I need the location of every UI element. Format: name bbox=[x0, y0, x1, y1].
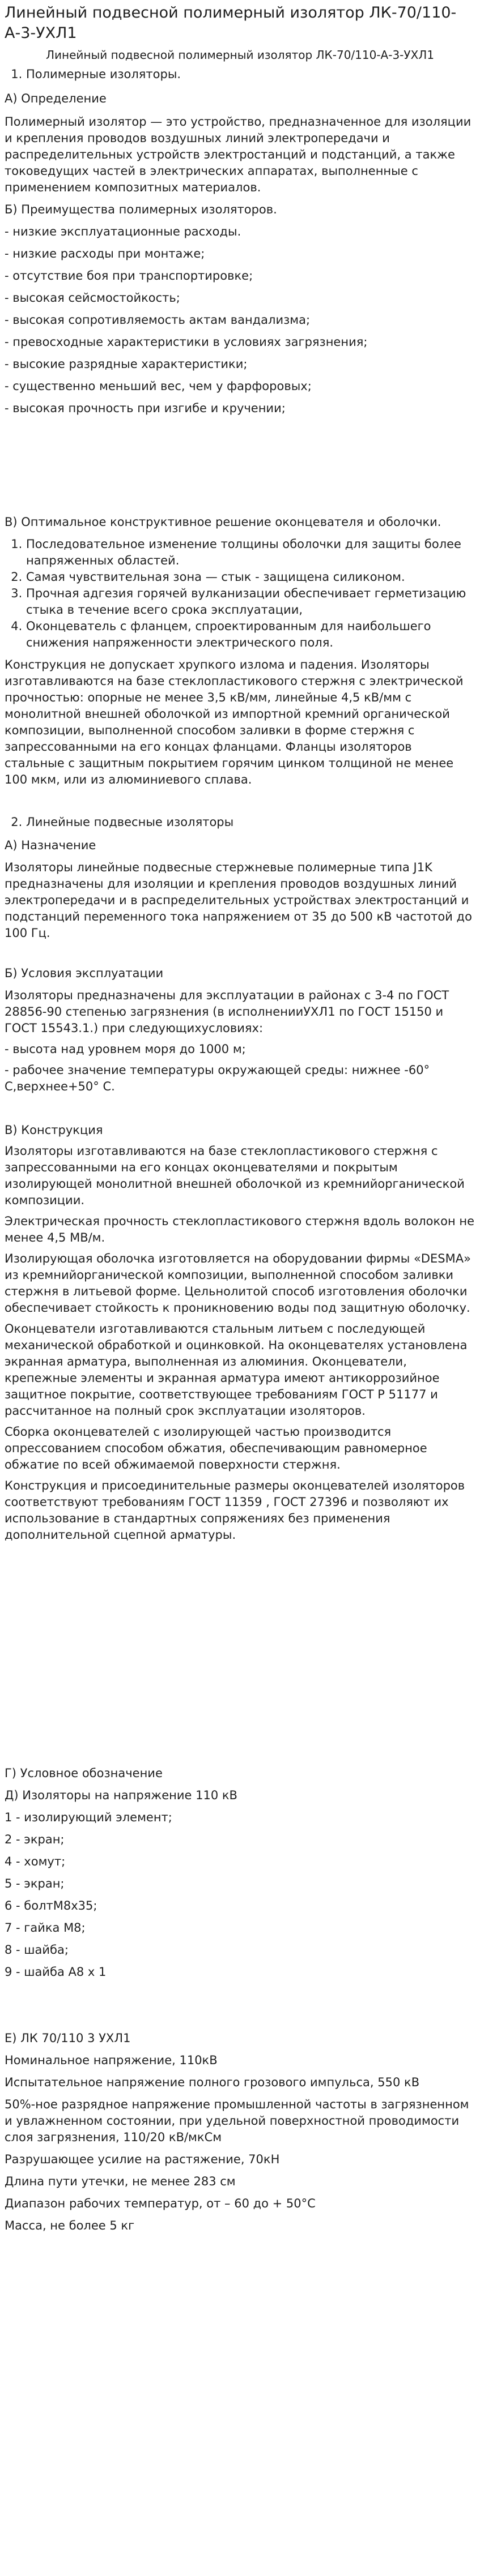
construction-paragraph: Конструкция и присоединительные размеры оконцевателей изоляторов соответствуют требованиям ГОСТ 11359 , ГОСТ 27396 и позволяют их использование в стандартных сопряжениях без применения дополнительной сцепной арматуры. bbox=[5, 1479, 465, 1542]
page-subtitle: Линейный подвесной полимерный изолятор ЛК-70/110-А-3-УХЛ1 bbox=[45, 48, 435, 62]
operating-conditions-heading: Б) Условия эксплуатации bbox=[5, 966, 164, 980]
spec-item: 50%-ное разрядное напряжение промышленной частоты в загрязненном и увлажненном состоянии, при удельной поверхностной проводимости слоя загрязнения, 110/20 кВ/мкСм bbox=[5, 2098, 469, 2144]
spec-item: Номинальное напряжение, 110кВ bbox=[5, 2053, 218, 2067]
section-2-heading: 2. Линейные подвесные изоляторы bbox=[26, 814, 475, 831]
advantage-item: - существенно меньший вес, чем у фарфоровых; bbox=[5, 379, 312, 393]
insulators-110kv-heading: Д) Изоляторы на напряжение 110 кВ bbox=[5, 1788, 237, 1802]
parts-list-item: 7 - гайка М8; bbox=[5, 1921, 86, 1935]
advantage-item: - высокая сопротивляемость актам вандализма; bbox=[5, 313, 311, 327]
advantage-item: - низкие эксплуатационные расходы. bbox=[5, 225, 241, 238]
section-1-heading: 1. Полимерные изоляторы. bbox=[26, 66, 475, 83]
purpose-text: Изоляторы линейные подвесные стержневые полимерные типа J1K предназначены для изоляции и крепления проводов воздушных линий электропередачи и в распределительных устройствах электростанций и подстанций переменного тока напряжением от 35 до 500 кВ частотой до 100 Гц. bbox=[5, 861, 472, 940]
construction-paragraphs bbox=[5, 1143, 475, 1543]
designation-heading: Г) Условное обозначение bbox=[5, 1766, 163, 1780]
spec-item: Длина пути утечки, не менее 283 см bbox=[5, 2175, 236, 2188]
advantage-item: - высокая прочность при изгибе и кручении; bbox=[5, 401, 286, 415]
design-solution-list bbox=[5, 536, 475, 651]
parts-list-item: 8 - шайба; bbox=[5, 1943, 69, 1957]
parts-list-item: 6 - болтМ8х35; bbox=[5, 1899, 97, 1912]
construction-paragraph: Изоляторы изготавливаются на базе стеклопластикового стержня с запрессованными на его концах оконцевателями и покрытым изолирующей монолитной внешней оболочкой из кремнийорганической композиции. bbox=[5, 1144, 465, 1207]
operating-condition-item: - рабочее значение температуры окружающей среды: нижнее -60° С,верхнее+50° С. bbox=[5, 1063, 430, 1093]
definition-heading: А) Определение bbox=[5, 92, 107, 105]
section-1-heading-list bbox=[5, 66, 475, 83]
advantages-list bbox=[5, 224, 475, 417]
page-title: Линейный подвесной полимерный изолятор ЛК-70/110-А-3-УХЛ1 bbox=[5, 4, 457, 42]
advantage-item: - низкие расходы при монтаже; bbox=[5, 247, 205, 260]
design-solution-heading: В) Оптимальное конструктивное решение оконцевателя и оболочки. bbox=[5, 515, 441, 529]
design-solution-item: 1. Последовательное изменение толщины оболочки для защиты более напряженных областей. bbox=[26, 536, 475, 569]
parts-list-item: 1 - изолирующий элемент; bbox=[5, 1811, 172, 1824]
construction-paragraph: Сборка оконцевателей с изолирующей частью производится опрессованием способом обжатия, обеспечивающим равномерное обжатие по всей обжимаемой поверхности стержня. bbox=[5, 1425, 427, 1471]
spec-item: Разрушающее усилие на растяжение, 70кН bbox=[5, 2153, 280, 2166]
purpose-heading: А) Назначение bbox=[5, 838, 96, 852]
operating-conditions-text: Изоляторы предназначены для эксплуатации в районах с 3-4 по ГОСТ 28856-90 степенью загрязнения (в исполненииУХЛ1 по ГОСТ 15150 и ГОСТ 15543.1.) при следующихусловиях: bbox=[5, 989, 449, 1035]
parts-list-item: 4 - хомут; bbox=[5, 1855, 66, 1868]
advantage-item: - отсутствие боя при транспортировке; bbox=[5, 269, 253, 283]
advantages-heading: Б) Преимущества полимерных изоляторов. bbox=[5, 203, 277, 216]
parts-list-item: 2 - экран; bbox=[5, 1833, 65, 1846]
parts-list-item: 9 - шайба А8 х 1 bbox=[5, 1965, 107, 1979]
operating-condition-item: - высота над уровнем моря до 1000 м; bbox=[5, 1042, 246, 1056]
definition-text: Полимерный изолятор — это устройство, предназначенное для изоляции и крепления проводов воздушных линий электропередачи и распределительных устройств электростанций и подстанций, а также токоведущих частей в электрических аппаратах, выполненные с применением композитных материалов. bbox=[5, 115, 471, 194]
advantage-item: - высокая сейсмостойкость; bbox=[5, 291, 180, 305]
design-solution-text: Конструкция не допускает хрупкого излома и падения. Изоляторы изготавливаются на базе стеклопластикового стержня с электрической прочностью: опорные не менее 3,5 кВ/мм, линейные 4,5 кВ/мм с монолитной внешней оболочкой из импортной кремний органической композиции, выполненной способом заливки в форме стержня с запрессованными на его концах фланцами. Фланцы изоляторов стальные с защитным покрытием горячим цинком толщиной не менее 100 мкм, или из алюминиевого сплава. bbox=[5, 658, 464, 786]
design-solution-item: 4. Оконцеватель с фланцем, спроектированным для наибольшего снижения напряженности электрического поля. bbox=[26, 618, 475, 651]
construction-paragraph: Изолирующая оболочка изготовляется на оборудовании фирмы «DESMA» из кремнийорганической композиции, выполненной способом заливки стержня в литьевой форме. Цельнолитой способ изготовления оболочки обеспечивает стойкость к проникновению воды под защитную оболочку. bbox=[5, 1252, 471, 1315]
design-solution-item: 2. Самая чувствительная зона — стык - защищена силиконом. bbox=[26, 569, 475, 585]
construction-paragraph: Электрическая прочность стеклопластикового стержня вдоль волокон не менее 4,5 МВ/м. bbox=[5, 1214, 475, 1244]
spec-item: Диапазон рабочих температур, от – 60 до + 50°С bbox=[5, 2197, 316, 2210]
advantage-item: - превосходные характеристики в условиях загрязнения; bbox=[5, 335, 368, 349]
specs-list bbox=[5, 2052, 475, 2234]
construction-heading: В) Конструкция bbox=[5, 1123, 103, 1137]
spec-item: Масса, не более 5 кг bbox=[5, 2219, 135, 2232]
spec-item: Испытательное напряжение полного грозового импульса, 550 кВ bbox=[5, 2076, 420, 2089]
construction-paragraph: Оконцеватели изготавливаются стальным литьем с последующей механической обработкой и оцинковкой. На оконцевателях установлена экранная арматура, выполненная из алюминия. Оконцеватели, крепежные элементы и экранная арматура имеют антикоррозийное защитное покрытие, соответствующее требованиям ГОСТ Р 51177 и рассчитанное на полный срок эксплуатации изоляторов. bbox=[5, 1322, 468, 1418]
parts-list bbox=[5, 1809, 475, 1980]
section-2-heading-list bbox=[5, 814, 475, 831]
advantage-item: - высокие разрядные характеристики; bbox=[5, 357, 248, 371]
design-solution-item: 3. Прочная адгезия горячей вулканизации обеспечивает герметизацию стыка в течение всего срока эксплуатации, bbox=[26, 585, 475, 618]
parts-list-item: 5 - экран; bbox=[5, 1877, 65, 1890]
specs-heading: Е) ЛК 70/110 3 УХЛ1 bbox=[5, 2031, 131, 2045]
